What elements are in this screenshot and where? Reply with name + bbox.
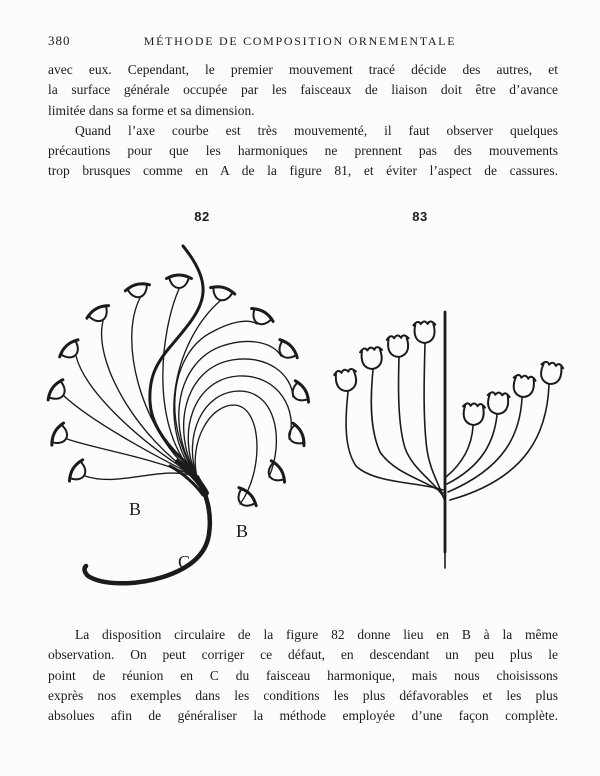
text-line: Quand l’axe courbe est très mouvementé, il faut observer quelques <box>75 122 558 138</box>
figure-83-flowers <box>334 321 564 425</box>
text-line: absolues afin de généraliser la méthode employée d’une façon complète. <box>48 708 558 724</box>
figure-83-drawing <box>330 240 590 605</box>
figure-82-number: 82 <box>194 209 210 224</box>
page-number: 380 <box>48 33 71 48</box>
text-line: observation. On peut corriger ce défaut, en descendant un peu plus le <box>48 647 558 663</box>
text-line: précautions pour que les harmoniques ne prennent pas des mouvements <box>48 143 558 159</box>
text-line: point de réunion en C du faisceau harmonique, mais nous choisissons <box>48 667 558 683</box>
figure-82-drawing <box>30 240 330 605</box>
figure-82-label-b-right: B <box>236 521 249 541</box>
figure-82-label-b-left: B <box>129 499 142 519</box>
text-line: limitée dans sa forme et sa dimension. <box>48 102 255 118</box>
figure-83-number: 83 <box>412 209 428 224</box>
text-block-lower <box>48 625 558 726</box>
text-line: La disposition circulaire de la figure 82 donne lieu en B à la même <box>75 627 558 642</box>
text-line: exprès nos exemples dans les conditions les plus défavorables et les plus <box>48 687 558 703</box>
text-line: la surface générale occupée par les faisceaux de liaison doit être d’avance <box>48 82 558 98</box>
text-line: avec eux. Cependant, le premier mouvement tracé décide des autres, et <box>48 62 558 77</box>
text-line: trop brusques comme en A de la figure 81, et éviter l’aspect de cassures. <box>48 163 558 179</box>
text-block-upper <box>48 60 558 182</box>
running-title: MÉTHODE DE COMPOSITION ORNEMENTALE <box>143 34 457 48</box>
figure-82-label-c: C <box>178 552 191 572</box>
